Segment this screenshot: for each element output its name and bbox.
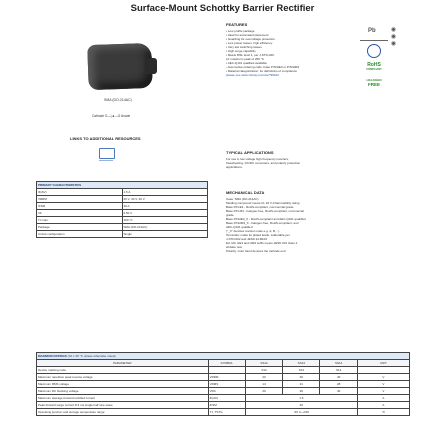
package-image bbox=[87, 43, 153, 90]
3d-model-icon[interactable] bbox=[99, 148, 115, 159]
maximum-ratings-table bbox=[36, 352, 410, 416]
halogen-free-icon: HALOGEN FREE bbox=[366, 78, 382, 87]
e3-circle-icon bbox=[367, 44, 381, 58]
feature-item: • Low profile package bbox=[226, 29, 255, 33]
table-row: Maximum DC blocking voltage VDC 20 30 40 V bbox=[37, 388, 410, 395]
mechanical-heading: MECHANICAL DATA bbox=[226, 190, 265, 195]
side-icons: ◉◉◉ bbox=[390, 26, 396, 47]
table-row: IF(AV) 1.5 A bbox=[37, 189, 208, 196]
feature-item: • Very low switching losses bbox=[226, 45, 262, 49]
primary-characteristics-table bbox=[36, 181, 208, 238]
feature-item: • AEC-Q101 qualified available bbox=[226, 61, 267, 65]
feature-item: - Automotive ordering code: base P/N/HE3 or P/N/HM3 bbox=[226, 65, 300, 69]
feature-item: • Low power losses, high efficiency bbox=[226, 41, 273, 45]
applications-heading: TYPICAL APPLICATIONS bbox=[226, 150, 274, 155]
feature-item: • Ideal for automated placement bbox=[226, 33, 269, 37]
pb-free-icon: Pb bbox=[360, 26, 388, 41]
compliance-icons bbox=[360, 22, 388, 98]
primary-heading: PRIMARY CHARACTERISTICS bbox=[37, 182, 208, 189]
table-row: IFSM 40 A bbox=[37, 203, 208, 210]
compliance-link[interactable]: please see www.vishay.com/doc?99912 bbox=[226, 73, 279, 77]
table-row: Device marking code S12 S13 S14 bbox=[37, 367, 410, 374]
resource-link[interactable] bbox=[99, 160, 113, 161]
feature-item: • Meets MSL level 1, per J-STD-020, bbox=[226, 53, 275, 57]
table-row: Circuit configuration Single bbox=[37, 231, 208, 238]
package-lead bbox=[145, 58, 157, 74]
table-row: VRRM 20 V, 30 V, 40 V bbox=[37, 196, 208, 203]
applications-text: For use in low voltage high frequency inverters, freewheeling, DC/DC converters, and polarity protection applications. bbox=[226, 157, 301, 169]
links-heading: LINKS TO ADDITIONAL RESOURCES bbox=[70, 136, 141, 141]
table-row: Peak forward surge current 8.3 ms single half sine-wave IFSM 40 A bbox=[37, 402, 410, 409]
table-row: Maximum repetitive peak reverse voltage VRRM 20 30 40 V bbox=[37, 374, 410, 381]
diode-symbol-label: Cathode O—|◄—O Anode bbox=[92, 114, 131, 118]
features-list bbox=[226, 29, 356, 77]
feature-item: • High surge capability bbox=[226, 49, 256, 53]
table-row: VF 0.50 V bbox=[37, 210, 208, 217]
feature-item: LF maximum peak of 260 °C bbox=[226, 57, 265, 61]
table-header-row: PARAMETER SYMBOL SS12 SS13 SS14 UNIT bbox=[37, 360, 410, 367]
ratings-heading: MAXIMUM RATINGS (TA = 25 °C unless otherwise noted) bbox=[37, 353, 410, 360]
table-row: Package SMA (DO-214AC) bbox=[37, 224, 208, 231]
features-heading: FEATURES bbox=[226, 22, 248, 27]
table-row: Maximum RMS voltage VRMS 14 21 28 V bbox=[37, 381, 410, 388]
feature-item: • Material categorization: for definitions of compliance bbox=[226, 69, 297, 73]
feature-item: • Guarding for overvoltage protection bbox=[226, 37, 275, 41]
package-label: SMA (DO-214AC) bbox=[104, 98, 132, 102]
table-row: TJ max. 150 °C bbox=[37, 217, 208, 224]
table-row: Maximum average forward rectified current IF(AV) 1.5 A bbox=[37, 395, 410, 402]
page-title: Surface-Mount Schottky Barrier Rectifier bbox=[130, 3, 315, 14]
rohs-icon: RoHS COMPLIANT bbox=[366, 62, 382, 71]
mechanical-text: Case: SMA (DO-214AC) Molding compound meets UL 94 V-0 flammability rating Base P/N-E3 - RoHS-compliant, commercial grade Base P/N-M3 - halogen-free, RoHS-compliant, commercial grade Base P/NHE3_X - RoHS-compliant and AEC-Q101 qualified Base P/NHM3_X - halogen-free, RoHS-compliant, and AEC-Q101 qualified ("_X" denotes revision code e.g. A, B,...) Terminals: matte tin plated leads, solderable per J-STD-002 and JESD 22-B102 E3, M3, HE3 and HM3 suffix meets JESD 201 class 2 whisker test Polarity: color band denotes the cathode end bbox=[226, 197, 306, 253]
table-row: Operating junction and storage temperature range TJ, TSTG -65 to +150 °C bbox=[37, 409, 410, 416]
